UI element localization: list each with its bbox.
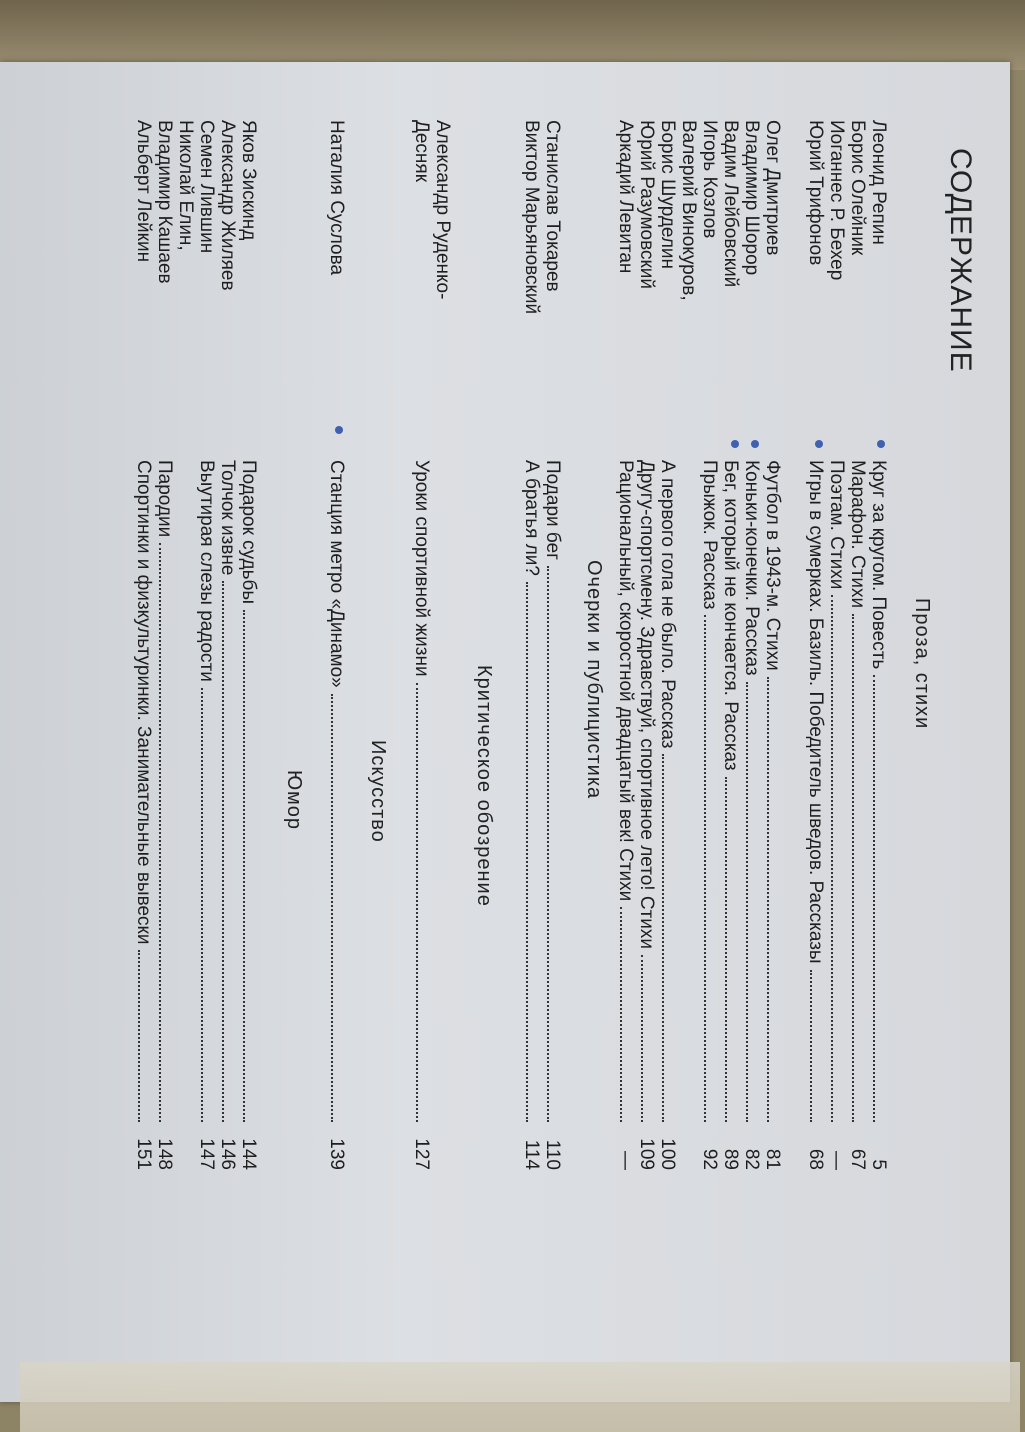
entry-author: Виктор Марьяновский [521, 120, 542, 315]
entry-author: Станислав Токарев [542, 120, 563, 292]
toc-entry [196, 120, 217, 1170]
dot-leader [746, 682, 761, 1122]
dot-leader [331, 694, 346, 1122]
entry-page: 89 [720, 1148, 741, 1170]
toc-entry [615, 120, 636, 1170]
toc-entry [636, 120, 657, 1170]
entry-title: Рациональный, скоростной двадцатый век! Стихи [615, 460, 636, 902]
toc-entry [847, 120, 868, 1170]
entry-author: Наталия Суслова [326, 120, 347, 276]
entry-author: Аркадий Левитан [615, 120, 636, 274]
entry-author: Борис Олейник [847, 120, 868, 256]
toc-entry [699, 120, 720, 1170]
dot-leader [138, 950, 153, 1122]
entry-author: Валерий Винокуров, [678, 120, 699, 301]
dot-leader [852, 614, 867, 1122]
toc-entry [521, 120, 542, 1170]
contents-heading: СОДЕРЖАНИЕ [944, 148, 977, 373]
entry-page: — [615, 1151, 636, 1170]
entry-page: 110 [542, 1139, 563, 1170]
entry-page: 92 [699, 1148, 720, 1170]
toc-entry [826, 120, 847, 1170]
entry-page: 151 [133, 1138, 154, 1170]
entry-author: Леонид Репин [868, 120, 889, 245]
entry-author: Владимир Кашаев [154, 120, 175, 284]
entry-title: Бег, который не кончается. Рассказ [720, 460, 741, 771]
section-heading: Очерки и публицистика [583, 560, 605, 800]
entry-page: 67 [847, 1148, 868, 1170]
entry-page: 82 [741, 1148, 762, 1170]
toc-entry [720, 120, 741, 1170]
entry-page: 5 [868, 1159, 889, 1170]
entry-title: А первого гола не было. Рассказ [657, 460, 678, 749]
section-heading: Искусство [367, 740, 389, 843]
entry-author: Яков Зискинд [238, 120, 259, 241]
entry-title: Пародии [154, 460, 175, 538]
dot-leader [547, 566, 562, 1122]
entry-title: Уроки спортивной жизни [411, 460, 432, 677]
entry-author: Семен Лившин [196, 120, 217, 254]
toc-entry [217, 120, 238, 1170]
entry-title: Поэтам. Стихи [826, 460, 847, 590]
entry-title: Игры в сумерках. Базиль. Победитель шведов. Рассказы [805, 460, 826, 964]
dot-leader [159, 543, 174, 1122]
entry-page: 100 [657, 1138, 678, 1170]
entry-author: Борис Шурделин [657, 120, 678, 270]
toc-entry [432, 120, 453, 1170]
toc-entry [175, 120, 196, 1170]
entry-title: Спортинки и физкультуринки. Занимательные вывески [133, 460, 154, 945]
dot-leader [873, 675, 888, 1122]
pen-mark [815, 440, 823, 448]
entry-title: Коньки-конечки. Рассказ [741, 460, 762, 676]
entry-page: 114 [521, 1139, 542, 1170]
section-heading: Юмор [283, 770, 305, 830]
entry-author: Александр Жиляев [217, 120, 238, 291]
toc-entry [657, 120, 678, 1170]
toc-entry [741, 120, 762, 1170]
dot-leader [662, 754, 677, 1122]
pen-mark [877, 440, 885, 448]
section-heading: Проза, стихи [911, 598, 933, 730]
entry-title: Подарок судьбы [238, 460, 259, 605]
toc-entry [542, 120, 563, 1170]
dot-leader [767, 677, 782, 1122]
pen-mark [731, 440, 739, 448]
toc-entry [805, 120, 826, 1170]
toc-entry [762, 120, 783, 1170]
pen-mark [751, 440, 759, 448]
entry-page: 147 [196, 1138, 217, 1170]
toc-entry [238, 120, 259, 1170]
dot-leader [526, 582, 541, 1122]
dot-leader [201, 688, 216, 1122]
entry-page: — [826, 1151, 847, 1170]
entry-title: Подари бег [542, 460, 563, 561]
dot-leader [810, 970, 825, 1122]
entry-title: Прыжок. Рассказ [699, 460, 720, 610]
dot-leader [641, 955, 656, 1122]
entry-author: Иоганнес Р. Бехер [826, 120, 847, 281]
entry-author: Альберт Лейкин [133, 120, 154, 263]
toc-entry [133, 120, 154, 1170]
dot-leader [704, 615, 719, 1122]
entry-author: Олег Дмитриев [762, 120, 783, 256]
section-heading: Критическое обозрение [473, 665, 495, 907]
entry-author: Александр Руденко- [432, 120, 453, 300]
entry-page: 109 [636, 1138, 657, 1170]
toc-entry [411, 120, 432, 1170]
toc-entry [154, 120, 175, 1170]
dot-leader [620, 907, 635, 1122]
toc-entry [868, 120, 889, 1170]
entry-title: Толчок извне [217, 460, 238, 576]
entry-title: Футбол в 1943-м. Стихи [762, 460, 783, 671]
entry-author: Юрий Трифонов [805, 120, 826, 266]
entry-author: Игорь Козлов [699, 120, 720, 239]
entry-title: Марафон. Стихи [847, 460, 868, 609]
entry-page: 146 [217, 1138, 238, 1170]
entry-author: Вадим Лейбовский [720, 120, 741, 288]
entry-page: 139 [326, 1138, 347, 1170]
entry-page: 68 [805, 1148, 826, 1170]
entry-author: Юрий Разумовский [636, 120, 657, 289]
dot-leader [243, 610, 258, 1122]
dot-leader [831, 595, 846, 1122]
entry-page: 81 [762, 1148, 783, 1170]
dot-leader [725, 777, 740, 1122]
dot-leader [416, 683, 431, 1122]
entry-title: Другу-спортсмену. Здравствуй, спортивное лето! Стихи [636, 460, 657, 949]
binding-edge [20, 1362, 1020, 1432]
entry-title: Станция метро «Динамо» [326, 460, 347, 688]
toc-entry [326, 120, 347, 1170]
entry-title: А братья ли? [521, 460, 542, 576]
dot-leader [222, 581, 237, 1122]
entry-title: Выутирая слезы радости [196, 460, 217, 682]
entry-author: Владимир Шорор [741, 120, 762, 276]
toc-entry [678, 120, 699, 1170]
entry-author: Десняк [411, 120, 432, 183]
entry-page: 144 [238, 1138, 259, 1170]
pen-mark [335, 426, 343, 434]
entry-page: 148 [154, 1138, 175, 1170]
entry-author: Николай Елин, [175, 120, 196, 251]
entry-title: Круг за кругом. Повесть [868, 460, 889, 670]
entry-page: 127 [411, 1138, 432, 1170]
